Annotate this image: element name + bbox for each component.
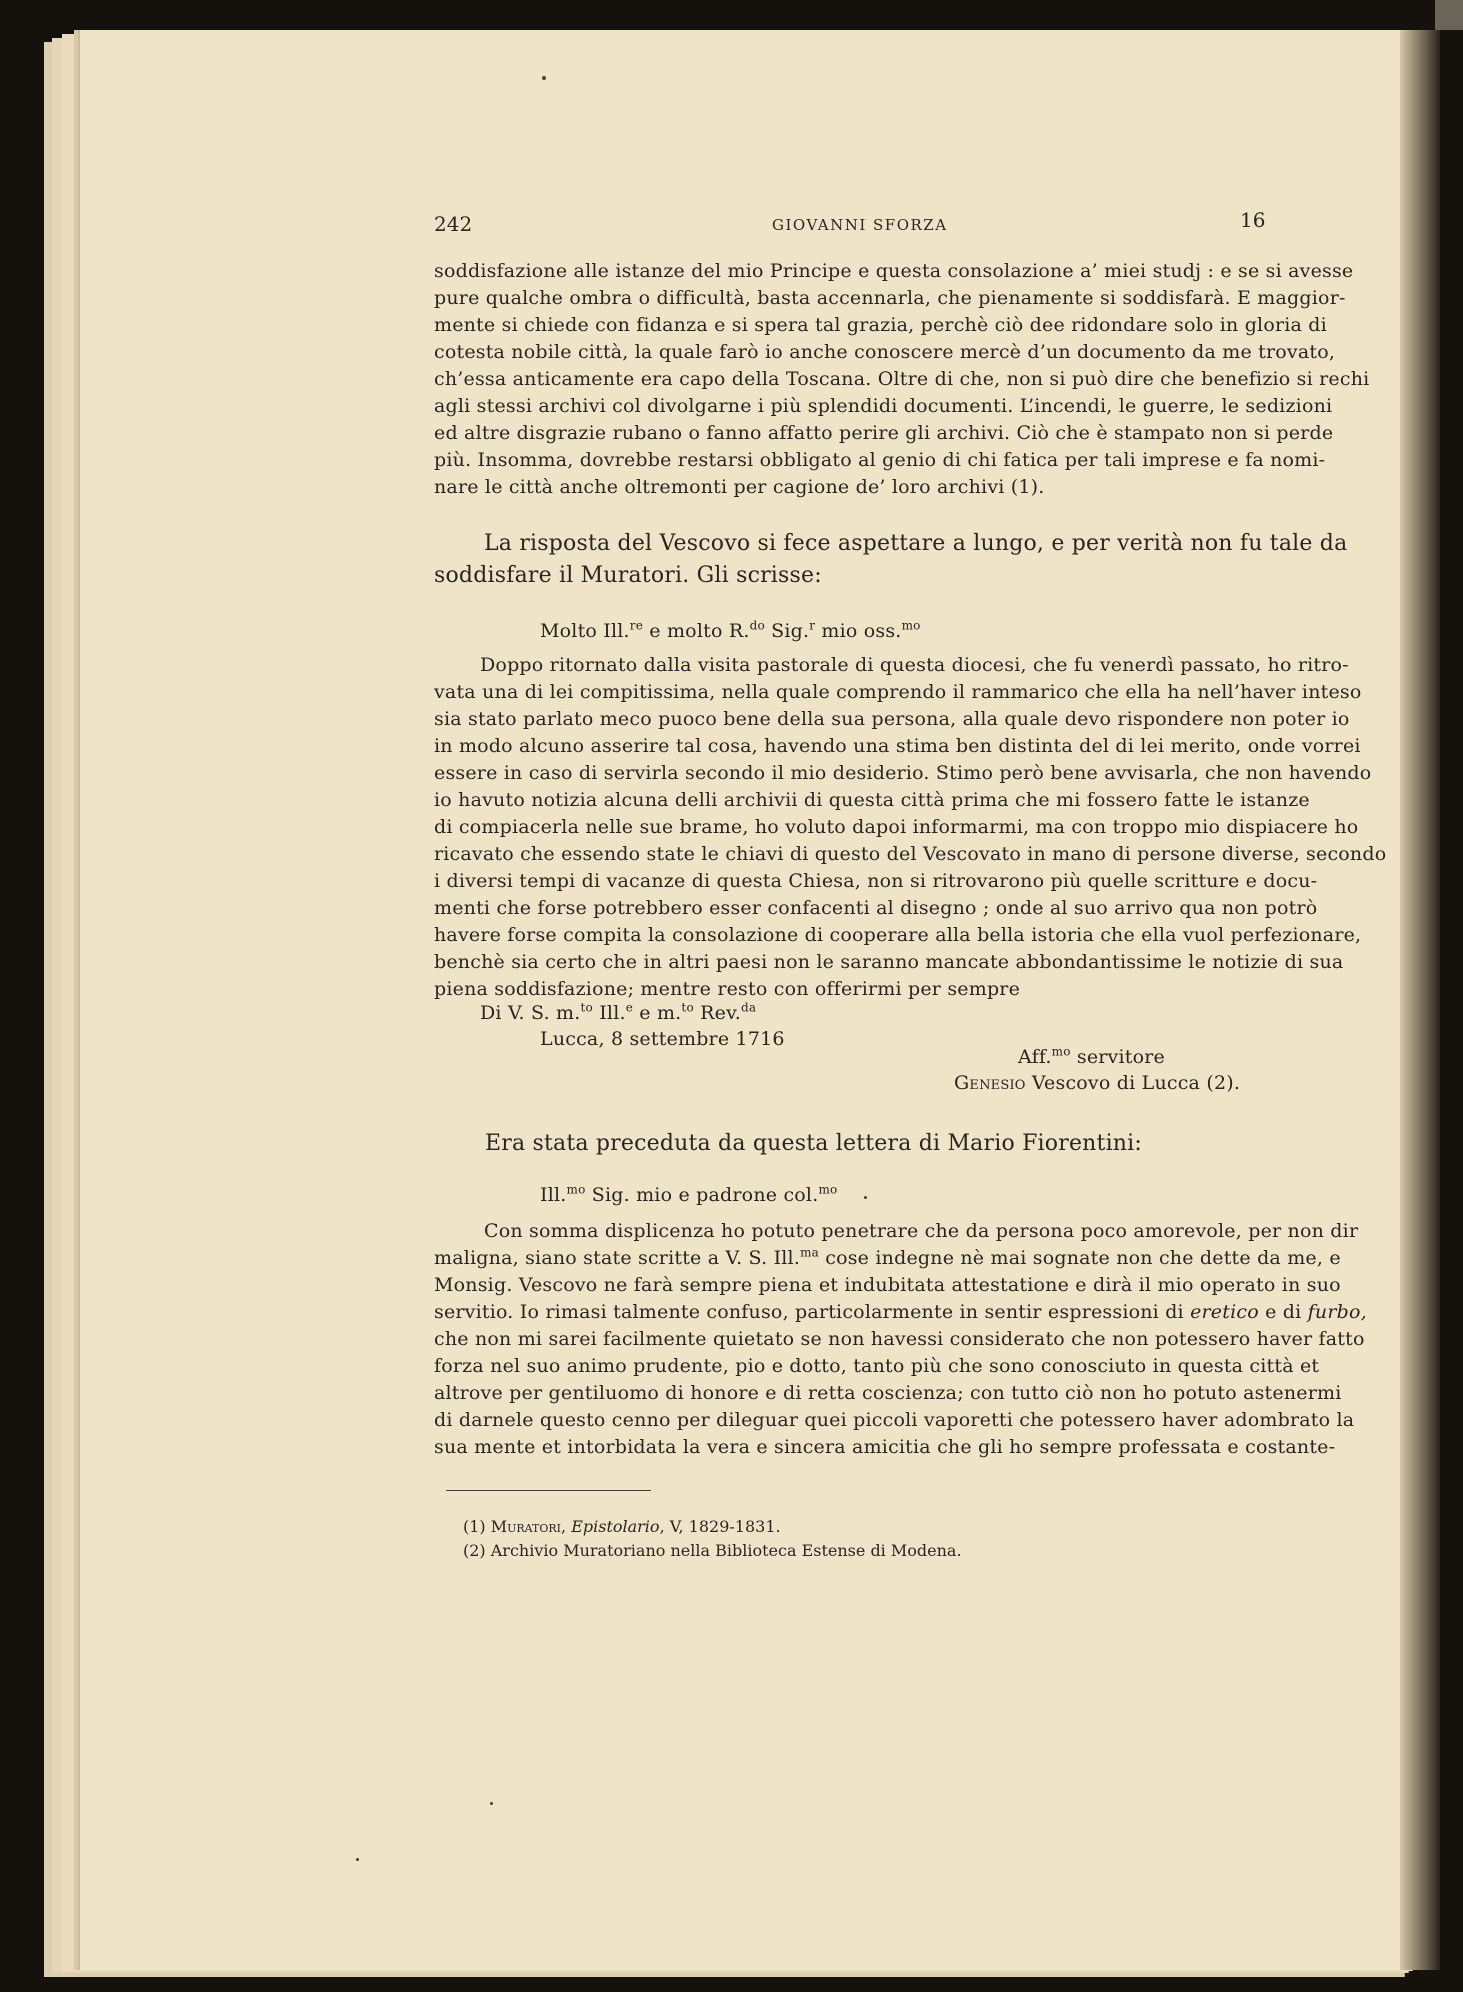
- ink-speck: [542, 76, 546, 80]
- text-line: benchè sia certo che in altri paesi non le saranno mancate abbondantissime le notizie di sua: [434, 951, 1344, 973]
- text-line: piena soddisfazione; mentre resto con offerirmi per sempre: [434, 978, 1021, 1000]
- text-line: che non mi sarei facilmente quietato se non havessi considerato che non potessero haver fatto: [434, 1328, 1365, 1350]
- text-line: ricavato che essendo state le chiavi di questo del Vescovato in mano di persone diverse, secondo: [434, 843, 1387, 865]
- paragraph-2: [434, 528, 1348, 592]
- page-number: 242: [434, 212, 473, 236]
- text-line: ed altre disgrazie rubano o fanno affatto perire gli archivi. Ciò che è stampato non si perde: [434, 422, 1334, 444]
- salutation-1: Molto Ill.$^{re}$ e molto R.$^{do}$ Sig.$^r$ mio oss.$^{mo}$: [540, 618, 921, 642]
- running-title: GIOVANNI SFORZA: [772, 216, 948, 234]
- letter-1-signature: Genesio Vescovo di Lucca (2).: [954, 1072, 1241, 1094]
- text-line: i diversi tempi di vacanze di questa Chiesa, non si ritrovarono più quelle scritture e docu-: [434, 870, 1318, 892]
- letter-1-body: [434, 652, 1387, 1003]
- ink-speck: [356, 1858, 359, 1861]
- letter-2-body: [434, 1218, 1367, 1461]
- text-line: agli stessi archivi col divolgarne i più splendidi documenti. L’incendi, le guerre, le sedizioni: [434, 395, 1333, 417]
- text-line: essere in caso di servirla secondo il mio desiderio. Stimo però bene avvisarla, che non havendo: [434, 762, 1372, 784]
- salutation-2: Ill.$^{mo}$ Sig. mio e padrone col.$^{mo}$: [540, 1182, 838, 1206]
- text-line: soddisfazione alle istanze del mio Principe e questa consolazione a’ miei studj : e se si avesse: [434, 260, 1354, 282]
- text-line: in modo alcuno asserire tal cosa, havendo una stima ben distinta del di lei merito, onde vorrei: [434, 735, 1361, 757]
- text-line: soddisfare il Muratori. Gli scrisse:: [434, 563, 822, 588]
- ink-speck: [490, 1802, 493, 1805]
- letter-1-closing: Di V. S. m.$^{to}$ Ill.$^e$ e m.$^{to}$ Rev.$^{da}$: [480, 1000, 757, 1024]
- text-line: menti che forse potrebbero esser confacenti al disegno ; onde al suo arrivo qua non potrò: [434, 897, 1318, 919]
- letter-1-place-date: Lucca, 8 settembre 1716: [540, 1028, 785, 1050]
- text-line: havere forse compita la consolazione di cooperare alla bella istoria che ella vuol perfezionare,: [434, 924, 1362, 946]
- text-line: Con somma displicenza ho potuto penetrare che da persona poco amorevole, per non dir: [484, 1220, 1359, 1242]
- text-line: La risposta del Vescovo si fece aspettare a lungo, e per verità non fu tale da: [484, 531, 1348, 556]
- footnote-2: (2) Archivio Muratoriano nella Biblioteca Estense di Modena.: [463, 1541, 962, 1560]
- text-line: cotesta nobile città, la quale farò io anche conoscere mercè d’un documento da me trovato,: [434, 341, 1336, 363]
- letter-1-signoff: Aff.$^{mo}$ servitore: [1018, 1044, 1165, 1068]
- text-line: mente si chiede con fidanza e si spera tal grazia, perchè ciò dee ridondare solo in gloria di: [434, 314, 1327, 336]
- footnote-rule: [446, 1490, 651, 1491]
- text-line: Monsig. Vescovo ne farà sempre piena et indubitata attestatione e dirà il mio operato in suo: [434, 1274, 1341, 1296]
- text-line: forza nel suo animo prudente, pio e dotto, tanto più che sono conosciuto in questa città et: [434, 1355, 1320, 1377]
- text-line: io havuto notizia alcuna delli archivii di questa città prima che mi fossero fatte le istanze: [434, 789, 1310, 811]
- text-line: pure qualche ombra o difficultà, basta accennarla, che pienamente si soddisfarà. E maggior-: [434, 287, 1346, 309]
- text-line: servitio. Io rimasi talmente confuso, particolarmente in sentir espressioni di eretico e di furbo,: [434, 1301, 1367, 1323]
- paragraph-3: Era stata preceduta da questa lettera di Mario Fiorentini:: [485, 1131, 1143, 1156]
- paragraph-1: [434, 258, 1370, 501]
- text-line: di darnele questo cenno per dileguar quei piccoli vaporetti che potessero haver adombrato la: [434, 1409, 1355, 1431]
- text-line: più. Insomma, dovrebbe restarsi obbligato al genio di chi fatica per tali imprese e fa nomi-: [434, 449, 1326, 471]
- text-line: Doppo ritornato dalla visita pastorale di questa diocesi, che fu venerdì passato, ho ritro-: [480, 654, 1349, 676]
- text-line: vata una di lei compitissima, nella quale comprendo il rammarico che ella ha nell’haver inteso: [434, 681, 1362, 703]
- text-line: altrove per gentiluomo di honore e di retta coscienza; con tutto ciò non ho potuto astenermi: [434, 1382, 1342, 1404]
- text-line: sua mente et intorbidata la vera e sincera amicitia che gli ho sempre professata e costante-: [434, 1436, 1336, 1458]
- text-line: maligna, siano state scritte a V. S. Ill.$^{ma}$ cose indegne nè mai sognate non che dette da me, e: [434, 1245, 1341, 1269]
- text-line: sia stato parlato meco puoco bene della sua persona, alla quale devo rispondere non poter io: [434, 708, 1350, 730]
- footnote-1: (1) Muratori, Epistolario, V, 1829-1831.: [463, 1517, 781, 1536]
- text-line: ch’essa anticamente era capo della Toscana. Oltre di che, non si può dire che benefizio si rechi: [434, 368, 1370, 390]
- ink-speck: [864, 1196, 867, 1199]
- text-line: di compiacerla nelle sue brame, ho voluto dapoi informarmi, ma con troppo mio dispiacere ho: [434, 816, 1359, 838]
- text-line: nare le città anche oltremonti per cagione de’ loro archivi (1).: [434, 476, 1045, 498]
- signature-number: 16: [1240, 208, 1266, 232]
